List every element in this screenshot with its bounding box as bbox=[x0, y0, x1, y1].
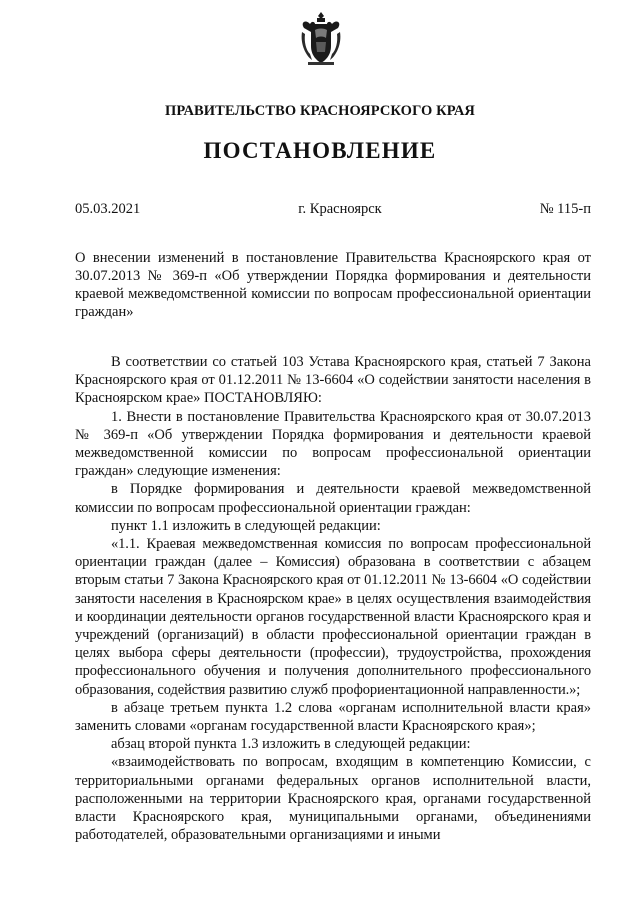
paragraph-item-1: 1. Внести в постановление Правительства Красноярского края от 30.07.2013 № 369-п «Об утверждении Порядка формирования и деятельности краевой межведомственной комиссии по вопросам профессиональной ориентации граждан» следующие изменения: bbox=[75, 408, 591, 480]
government-name: ПРАВИТЕЛЬСТВО КРАСНОЯРСКОГО КРАЯ bbox=[164, 103, 475, 119]
paragraph-point-1-1-text: «1.1. Краевая межведомственная комиссия по вопросам профессиональной ориентации граждан (далее – Комиссия) образована в соответствии с абзацем вторым статьи 7 Закона Красноярского края от 01.12.2011 № 13-6604 «О содействии занятости населения в Красноярском крае» в целях осуществления взаимодействия и координации деятельности органов государственной власти Красноярского края и учреждений (организаций) в области профессиональной ориентации граждан в целях выбора сферы деятельности (профессии), трудоустройства, прохождения профессионального обучения и получения дополнительного профессионального образования, содействия развитию служб профориентационной направленности.»; bbox=[75, 536, 591, 698]
document-subject bbox=[75, 249, 591, 321]
paragraph-preamble: В соответствии со статьей 103 Устава Красноярского края, статьей 7 Закона Красноярского края от 01.12.2011 № 13-6604 «О содействии занятости населения в Красноярском крае» ПОСТАНОВЛЯЮ: bbox=[75, 354, 591, 407]
document-number: № 115-п bbox=[539, 201, 591, 217]
paragraph-point-1-1-intro: пункт 1.1 изложить в следующей редакции: bbox=[111, 517, 381, 534]
paragraph-point-1-3-text: «взаимодействовать по вопросам, входящим в компетенцию Комиссии, с территориальными органами федеральных органов исполнительной власти, расположенными на территории Красноярского края, органами государственной власти Красноярского края, муниципальными органами, объединениями работодателей, образовательными организациями и иными bbox=[75, 754, 591, 844]
document-type-title: ПОСТАНОВЛЕНИЕ bbox=[203, 138, 437, 163]
document-body bbox=[75, 353, 591, 844]
document-meta-row bbox=[75, 201, 591, 218]
paragraph-order-intro: в Порядке формирования и деятельности краевой межведомственной комиссии по вопросам профессиональной ориентации граждан: bbox=[75, 481, 591, 516]
document-city: г. Красноярск bbox=[298, 201, 382, 217]
document-date: 05.03.2021 bbox=[75, 201, 141, 217]
paragraph-point-1-2: в абзаце третьем пункта 1.2 слова «органам исполнительной власти края» заменить словами «органам государственной власти Красноярского края»; bbox=[75, 699, 591, 735]
document-subject-text: О внесении изменений в постановление Правительства Красноярского края от 30.07.2013 № 369-п «Об утверждении Порядка формирования и деятельности краевой межведомственной комиссии по вопросам профессиональной ориентации граждан» bbox=[75, 250, 591, 320]
paragraph-point-1-3-intro: абзац второй пункта 1.3 изложить в следующей редакции: bbox=[111, 736, 471, 753]
coat-of-arms-emblem bbox=[298, 10, 344, 66]
